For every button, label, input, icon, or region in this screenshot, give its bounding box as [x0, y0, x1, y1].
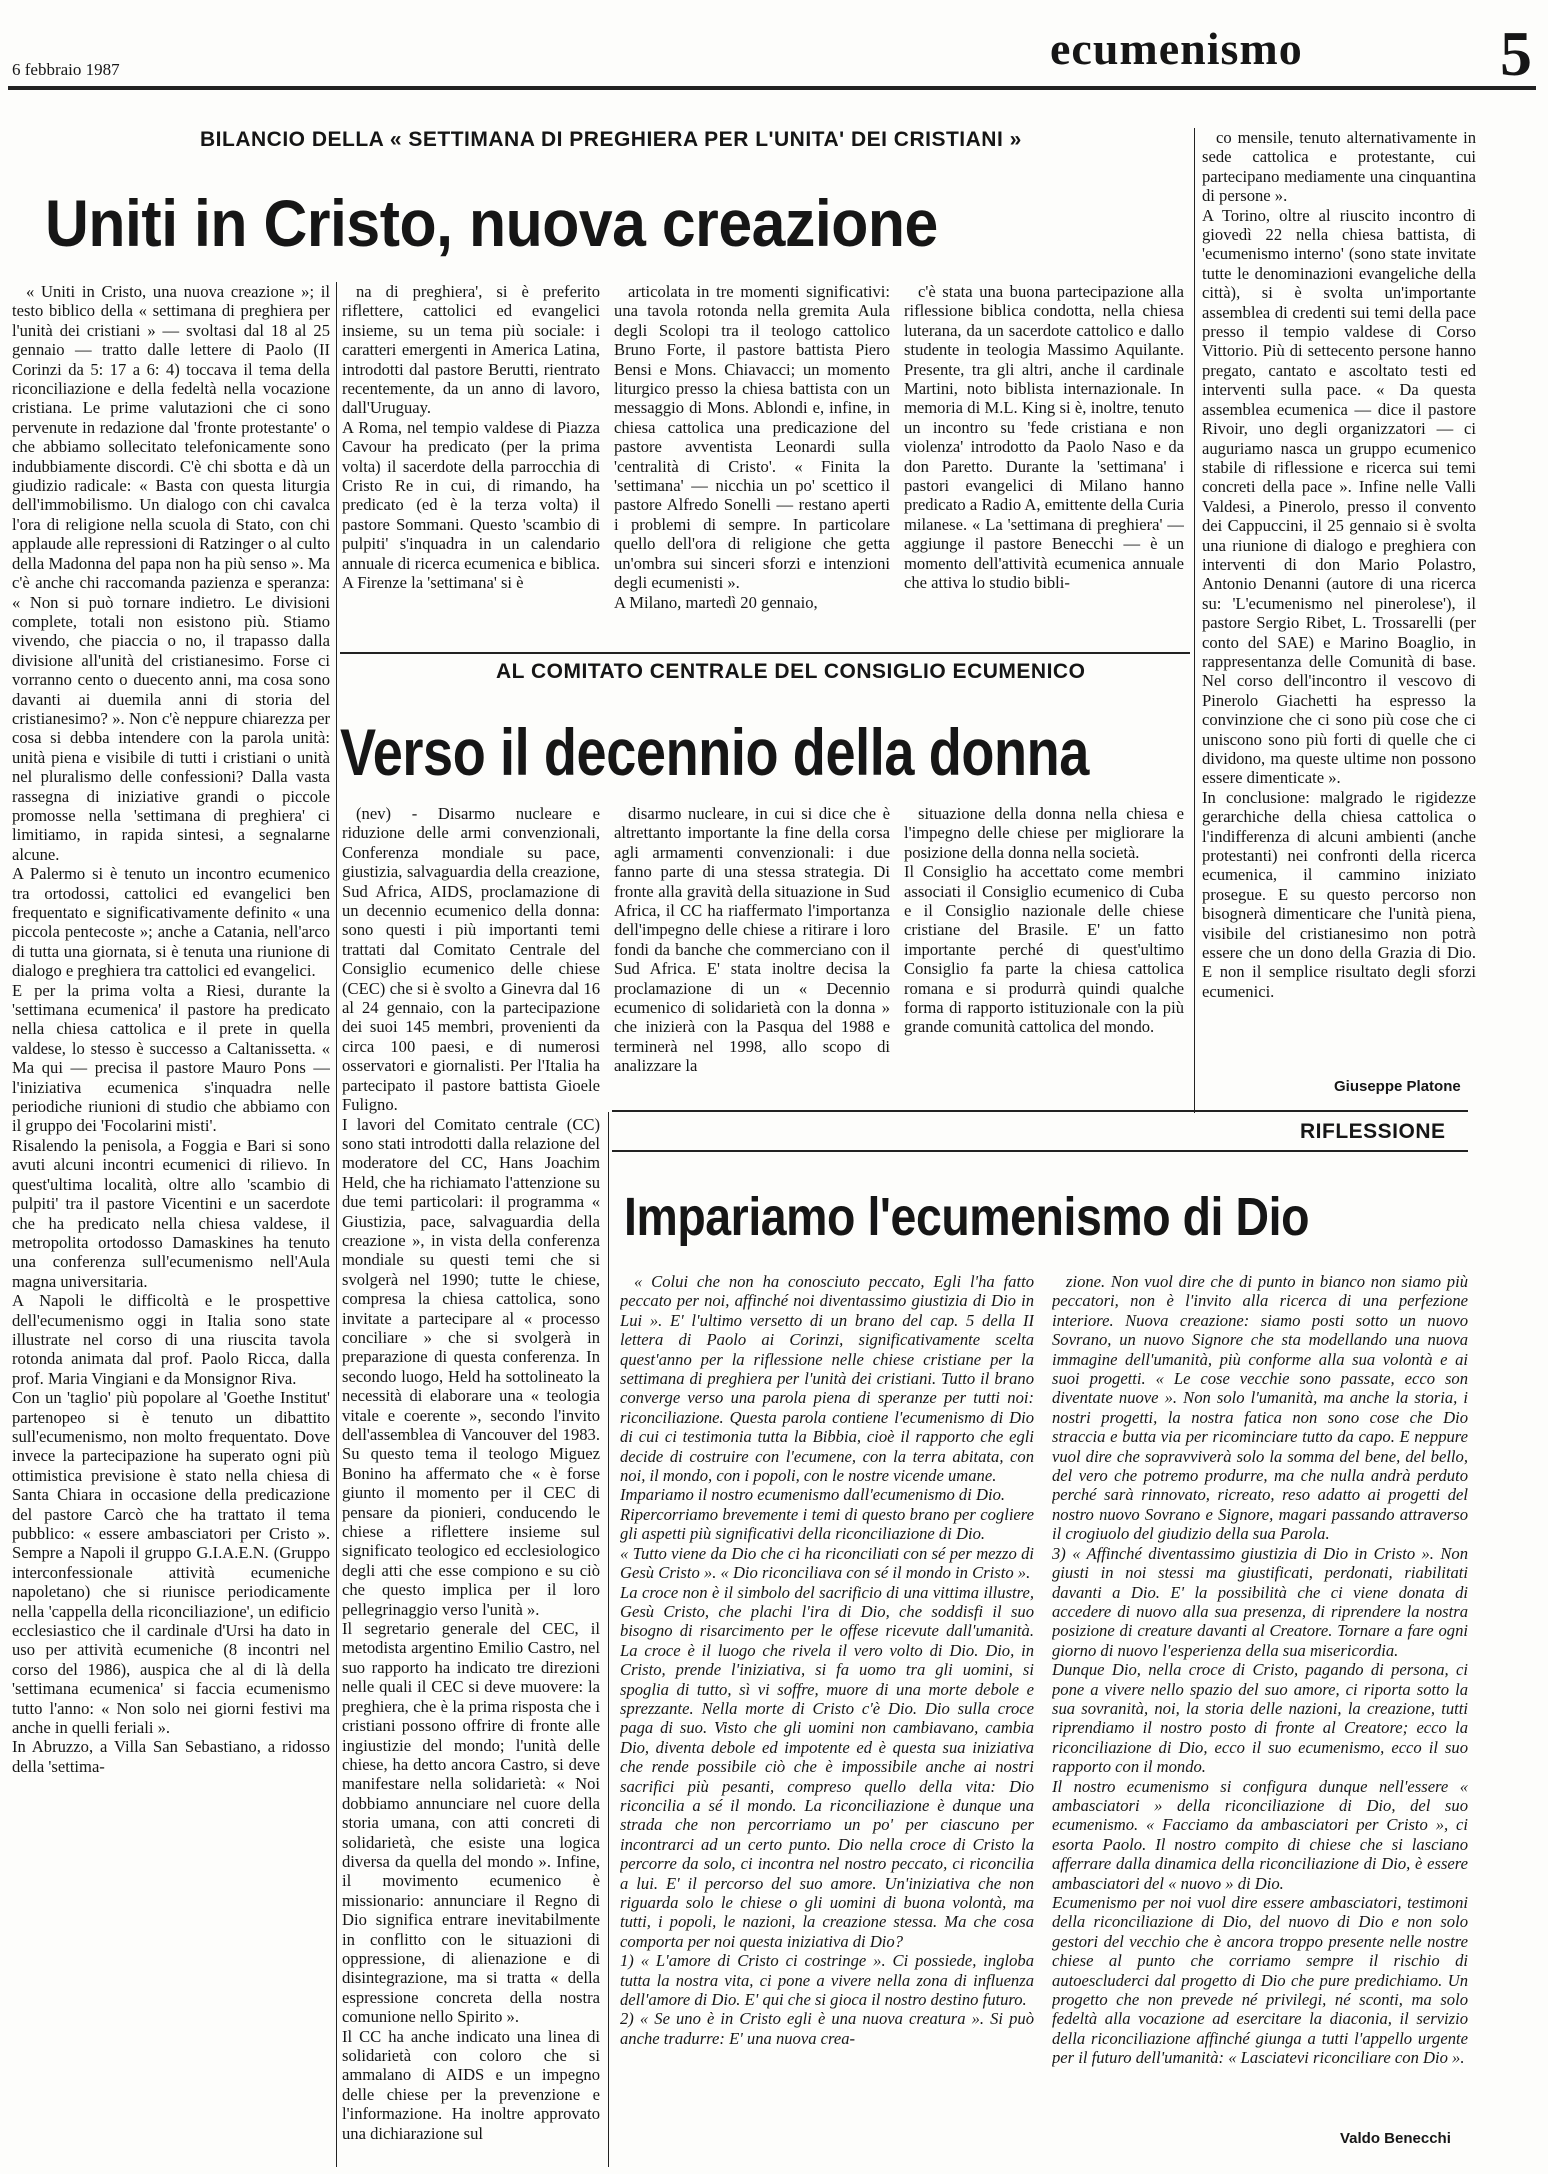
article3-kicker: RIFLESSIONE — [1300, 1120, 1446, 1143]
article2-column-2 — [614, 804, 890, 1100]
article1-column-3 — [614, 282, 890, 677]
article2-column-2-text: disarmo nucleare, in cui si dice che è altrettanto importante la fine della corsa agli armamenti convenzionali: i due fanno parte di una stessa strategia. Di fronte alla gravità della situazione in Sud Africa, il CC ha riaffermato l'importanza dell'impegno delle chiese a ritirare i loro fondi da banche che commerciano con il Sud Africa. E' stata inoltre decisa la proclamazione di un « Decennio ecumenico di solidarietà con la donna » che inizierà con la Pasqua del 1988 e terminerà nel 1998, allo scopo di analizzare la — [614, 804, 890, 1076]
article1-column-4-text: c'è stata una buona partecipazione alla riflessione biblica condotta, nella chiesa luterana, da un sacerdote cattolico e dallo studente in teologia Massimo Aquilante. Presente, tra gli altri, anche il cardinale Martini, noto biblista internazionale. In memoria di M.L. King si è, inoltre, tenuto un incontro su 'fede cristiana e non violenza' introdotto da Paolo Naso e da don Paretto. Durante la 'settimana' i pastori evangelici di Milano hanno predicato a Radio A, emittente della Curia milanese. « La 'settimana di preghiera' — aggiunge il pastore Benecchi — è un momento dell'attività ecumenica annuale che attiva lo studio bibli- — [904, 282, 1184, 593]
article2-column-3-text: situazione della donna nella chiesa e l'impegno delle chiese per migliorare la posizione della donna nella società. Il Consiglio ha accettato come membri associati il Consiglio ecumenico di Cuba e il Consiglio nazionale delle chiese cristiane del Brasile. E' un fatto importante perché di quest'ultimo Consiglio fa parte la chiesa cattolica romana e si produrrà quindi qualche forma di rapporto istituzionale con la più grande comunità cattolica del mondo. — [904, 804, 1184, 1037]
article3-column-1-text: « Colui che non ha conosciuto peccato, Egli l'ha fatto peccato per noi, affinché noi diventassimo giustizia di Dio in Lui ». E' l'ultimo versetto di un brano del cap. 5 della II lettera di Paolo ai Corinzi, significativamente scelta quest'anno per la riflessione nelle chiese cristiane per la settimana di preghiera per l'unità dei cristiani. Tutto il brano converge verso una parola piena di speranze per tutti noi: riconciliazione. Questa parola contiene l'ecumenismo di Dio di cui ci testimonia tutta la Bibbia, cioè il rapporto che egli decide di costruire con l'ecumene, con la terra abitata, con noi, il mondo, con i popoli, con le nostre vicende umane. Impariamo il nostro ecumenismo dall'ecumenismo di Dio. Ripercorriamo brevemente i temi di questo brano per cogliere gli aspetti più significativi della riconciliazione di Dio. « Tutto viene da Dio che ci ha riconciliati con sé per mezzo di Gesù Cristo ». « Dio riconciliava con sé il mondo in Cristo ». La croce non è il simbolo del sacrificio di una vittima illustre, Gesù Cristo, che plachi l'ira di Dio, che soddisfi il suo bisogno di risarcimento per le offese ricevute dall'umanità. La croce è il luogo che rivela il vero volto di Dio. Dio, in Cristo, prende l'iniziativa, si fa uomo tra gli uomini, si spoglia di tutto, sì vi soffre, muore di una morte debole e sprezzante. Nella morte di Cristo c'è Dio. Dio sulla croce paga di suo. Visto che gli uomini non cambiavano, cambia Dio, diventa debole ed impotente ed è questa sua iniziativa che rende possibile ciò che è impossibile anche ai nostri sacrifici più pesanti, compreso quello della vita: Dio riconcilia a sé il mondo. La riconciliazione è dunque una strada che non percorriamo un po' per ciascuno per incontrarci ad un certo punto. Dio nella croce di Cristo la percorre da solo, ci incontra nel nostro peccato, ci riconcilia a lui. E' il percorso del suo amore. Un'iniziativa che non riguarda solo le chiese o gli uomini di buona volontà, ma tutti, i popoli, le nazioni, la creazione stessa. Ma che cosa comporta per noi questa iniziativa di Dio? 1) « L'amore di Cristo ci costringe ». Ci possiede, ingloba tutta la nostra vita, ci pone a vivere nella zona di influenza dell'amore di Dio. E' qui che si gioca il nostro destino futuro. 2) « Se uno è in Cristo egli è una nuova creatura ». Si può anche tradurre: E' una nuova crea- — [620, 1272, 1034, 2048]
article3-signature: Valdo Benecchi — [1340, 2130, 1451, 2147]
article2-kicker: AL COMITATO CENTRALE DEL CONSIGLIO ECUMENICO — [496, 660, 1086, 683]
article3-column-1 — [620, 1272, 1034, 2142]
article3-column-2 — [1052, 1272, 1468, 2120]
article1-column-3-text: articolata in tre momenti significativi: una tavola rotonda nella gremita Aula degli Scolopi tra il teologo cattolico Bruno Forte, il pastore battista Piero Bensi e Mons. Chiavacci; un momento liturgico presso la chiesa battista con un messaggio di Mons. Ablondi e, infine, in chiesa cattolica una predicazione del pastore avventista Leonardi sulla 'centralità di Cristo'. « Finita la 'settimana' — nicchia un po' scettico il pastore Alfredo Sonelli — restano aperti i problemi di sempre. In particolare quello dell'ora di religione che getta un'ombra sui sinceri sforzi e intenzioni degli ecumenisti ». A Milano, martedì 20 gennaio, — [614, 282, 890, 612]
masthead-rule — [8, 86, 1536, 90]
article2-top-rule — [340, 652, 1190, 654]
article1-column-1-text: « Uniti in Cristo, una nuova creazione »; il testo biblico della « settimana di preghiera per l'unità dei cristiani » — svoltasi dal 18 al 25 gennaio — tratto dalle lettere di Paolo (II Corinzi da 5: 17 a 6: 4) toccava il tema della riconciliazione e della fedeltà nella vocazione cristiana. Le prime valutazioni che ci sono pervenute in redazione dal 'fronte protestante' o che abbiamo sollecitato telefonicamente sono indubbiamente discordi. C'è chi sbotta e dà un giudizio radicale: « Basta con questa liturgia dell'immobilismo. Un dialogo con chi cavalca l'ora di religione nella scuola di Stato, con chi applaude alle repressioni di Ratzinger o al culto della Madonna del papa non ha più senso ». Ma c'è anche chi raccomanda pazienza e speranza: « Non si può tornare indietro. Le divisioni complete, totali non esistono più. Stiamo vivendo, che piaccia o no, il trapasso dalla divisione all'unità del cristianesimo. Forse ci vorranno cento o duecento anni, ma cosa sono davanti ai duemila anni di storia del cristianesimo? ». Non c'è neppure chiarezza per cosa si debba intendere con la parola unità: unità piena e visibile di tutti i cristiani o unità nel pluralismo delle confessioni? Dalla vasta rassegna di iniziative grandi o piccole promosse nella 'settimana di preghiera' ci limitiamo, in rapida sintesi, a segnalarne alcune. A Palermo si è tenuto un incontro ecumenico tra ortodossi, cattolici ed evangelici ben frequentato e significativamente definito « una piccola pentecoste »; anche a Catania, nell'arco di tutta una giornata, si è tenuta una riunione di dialogo e preghiera tra cattolici ed evangelici. E per la prima volta a Riesi, durante la 'settimana ecumenica' il pastore ha predicato nella chiesa cattolica e il prete in quella valdese, lo stesso è successo a Caltanissetta. « Ma qui — precisa il pastore Mauro Pons — l'iniziativa ecumenica s'inquadra nelle periodiche riunioni di studio che abbiamo con il gruppo dei 'Focolarini misti'. Risalendo la penisola, a Foggia e Bari si sono avuti alcuni incontri ecumenici di rilievo. In quest'ultima località, oltre allo 'scambio di pulpiti' tra il pastore Vicentini e un sacerdote che ha predicato nella chiesa valdese, il metropolita ortodosso Damaskines ha tenuto una conferenza sull'ecumenismo nell'Aula magna universitaria. A Napoli le difficoltà e le prospettive dell'ecumenismo oggi in Italia sono state illustrate nel corso di una riuscita tavola rotonda animata dal prof. Paolo Ricca, dalla prof. Maria Vingiani e da Monsignor Riva. Con un 'taglio' più popolare al 'Goethe Institut' partenopeo si è tenuto un dibattito sull'ecumenismo, non molto frequentato. Dove invece la partecipazione ha superato ogni più ottimistica previsione è stato nella chiesa di Santa Chiara in occasione della predicazione del pastore Carcò che ha trattato il tema pubblico: « essere ambasciatori per Cristo ». Sempre a Napoli il gruppo G.I.A.E.N. (Gruppo interconfessionale attività ecumeniche napoletano) che si riunisce periodicamente nella 'cappella della riconciliazione', un edificio ecclesiastico che il cardinale d'Ursi ha dato in uso per attività ecumeniche (8 incontri nel corso del 1986), auspica che al di là della 'settimana ecumenica' si faccia ecumenismo tutto l'anno: « Non solo nei giorni festivi ma anche in quelli feriali ». In Abruzzo, a Villa San Sebastiano, a ridosso della 'settima- — [12, 282, 330, 1776]
column-divider — [336, 282, 337, 2167]
page-number: 5 — [1500, 18, 1532, 89]
article2-column-1 — [342, 804, 600, 2160]
article1-kicker: BILANCIO DELLA « SETTIMANA DI PREGHIERA PER L'UNITA' DEI CRISTIANI » — [200, 128, 1022, 151]
article2-column-1-text: (nev) - Disarmo nucleare e riduzione delle armi convenzionali, Conferenza mondiale su pace, giustizia, salvaguardia della creazione, Sud Africa, AIDS, proclamazione di un decennio ecumenico della donna: sono questi i più importanti temi trattati dal Comitato Centrale del Consiglio ecumenico delle chiese (CEC) che si è svolto a Ginevra dal 16 al 24 gennaio, con la partecipazione dei suoi 145 membri, provenienti da circa 100 paesi, e di numerosi osservatori e giornalisti. Per l'Italia ha partecipato il pastore battista Gioele Fuligno. I lavori del Comitato centrale (CC) sono stati introdotti dalla relazione del moderatore del CC, Hans Joachim Held, che ha richiamato l'attenzione su due temi particolari: il programma « Giustizia, pace, salvaguardia della creazione », in vista della conferenza mondiale su questi temi che si svolgerà nel 1990; tutte le chiese, compresa la chiesa cattolica, sono invitate a partecipare al « processo conciliare » che si svolgerà in preparazione di questa conferenza. In secondo luogo, Held ha sottolineato la necessità di elaborare una « teologia vitale e coerente », secondo l'invito dell'assemblea di Vancouver del 1983. Su questo tema il teologo Miguez Bonino ha affermato che « è forse giunto il momento per il CEC di pensare da pionieri, conducendo le chiese a riflettere insieme sul significato teologico ed ecclesiologico degli atti che esse compiono e su ciò che questo implica per il loro pellegrinaggio verso l'unità ». Il segretario generale del CEC, il metodista argentino Emilio Castro, nel suo rapporto ha indicato tre direzioni nelle quali il CEC si deve muovere: la preghiera, che è la prima risposta che i cristiani possono offrire di fronte alle ingiustizie del mondo; l'unità delle chiese, ha detto ancora Castro, si deve manifestare nella solidarietà: « Noi dobbiamo annunciare nel cuore della storia umana, con atti concreti di solidarietà, che esiste una logica diversa da quella del mondo ». Infine, il movimento ecumenico è missionario: annunciare il Regno di Dio significa entrare inevitabilmente in conflitto con le situazioni di oppressione, di alienazione e di disintegrazione, ma si tratta « della espressione concreta della nostra comunione nello Spirito ». Il CC ha anche indicato una linea di solidarietà con coloro che si ammalano di AIDS e un impegno delle chiese per la prevenzione e l'informazione. Ha inoltre approvato una dichiarazione sul — [342, 804, 600, 2143]
article1-column-2-text: na di preghiera', si è preferito riflettere, cattolici ed evangelici insieme, su un tema più sociale: i caratteri emergenti in America Latina, introdotti dal pastore Berutti, rientrato recentemente, da un anno di lavoro, dall'Uruguay. A Roma, nel tempio valdese di Piazza Cavour ha predicato (per la prima volta) il sacerdote della parrocchia di Cristo Re in cui, di rimando, ha predicato (ed è la terza volta) il pastore Sommani. Questo 'scambio di pulpiti' s'inquadra in un calendario annuale di ricerca ecumenica e biblica. A Firenze la 'settimana' si è — [342, 282, 600, 593]
article1-column-1 — [12, 282, 330, 2167]
article3-headline: Impariamo l'ecumenismo di Dio — [624, 1187, 1310, 1247]
section-title: ecumenismo — [1050, 23, 1303, 74]
article1-column-5-text: co mensile, tenuto alternativamente in sede cattolica e protestante, cui partecipano mediamente una cinquantina di persone ». A Torino, oltre al riuscito incontro di giovedì 22 nella chiesa battista, di 'ecumenismo interno' (sono state invitate tutte le denominazioni evangeliche della città), si è svolta un'importante assemblea di credenti sui temi della pace presso il tempio valdese di Corso Vittorio. Più di settecento persone hanno pregato, cantato e ascoltato testi ed interventi sulla pace. « Da questa assemblea ecumenica — dice il pastore Rivoir, uno degli organizzatori — ci auguriamo nasca un gruppo ecumenico stabile di riflessione e ricerca sui temi concreti della pace ». Infine nelle Valli Valdesi, a Pinerolo, presso il convento dei Cappuccini, il 25 gennaio si è svolta una riunione di dialogo e preghiera con interventi di don Mario Polastro, Antonio Denanni (autore di una ricerca su: 'L'ecumenismo nel pinerolese'), il pastore Sergio Ribet, L. Trossarelli (per conto del SAE) e Marino Boaglio, in rappresentanza delle Comunità di base. Nel corso dell'incontro il vescovo di Pinerolo Giachetti ha espresso la convinzione che ci sono più cose che ci uniscono sono più forti di quelle che ci dividono, ma queste ultime non possono essere dimenticate ». In conclusione: malgrado le rigidezze gerarchiche della chiesa cattolica o l'indifferenza di alcuni ambienti (anche protestanti) nei confronti della ricerca ecumenica, il cammino iniziato prosegue. E su questo percorso non bisognerà dimenticare che l'unità piena, visibile del cristianesimo non potrà essere che un dono della Grazia di Dio. E non il semplice risultato degli sforzi ecumenici. — [1202, 128, 1476, 1001]
article1-column-5 — [1202, 128, 1476, 1068]
column-divider — [1194, 128, 1195, 1113]
article1-headline: Uniti in Cristo, nuova creazione — [45, 186, 938, 260]
article3-column-2-text: zione. Non vuol dire che di punto in bianco non siamo più peccatori, non è l'invito alla ricerca di una perfezione interiore. Nuova creazione: siamo posti sotto un nuovo Sovrano, un nuovo Signore che sta modellando una nuova immagine dell'umanità, più conforme alla sua volontà e ai suoi progetti. « Le cose vecchie sono passate, ecco son diventate nuove ». Non solo l'umanità, ma anche la storia, i nostri progetti, la nostra fatica non sono cose che Dio straccia e butta via per ricominciare tutto da capo. E neppure vuol dire che sopravviverà solo la somma del bene, del bello, del vero che potremo produrre, ma che nulla andrà perduto perché sarà rinnovato, ricreato, reso adatto ai progetti del nostro nuovo Sovrano e Signore, magari passando attraverso il crogiuolo del giudizio della sua Parola. 3) « Affinché diventassimo giustizia di Dio in Cristo ». Non giusti in noi stessi ma giustificati, perdonati, riabilitati davanti a Dio. E' la possibilità che ci viene donata di accedere di nuovo alla sua presenza, di riprendere la nostra posizione di creature davanti al Creatore. Tornare a fare ogni giorno di nuovo l'esperienza della sua misericordia. Dunque Dio, nella croce di Cristo, pagando di persona, ci pone a vivere nello spazio del suo amore, ci riporta sotto la sua sovranità, noi, la storia delle nazioni, la creazione, tutti riprendiamo il nostro posto di fronte al Creatore; ecco la riconciliazione di Dio, ecco il suo ecumenismo, ecco il suo rapporto con il mondo. Il nostro ecumenismo si configura dunque nell'essere « ambasciatori » della riconciliazione di Dio, del suo ecumenismo. « Facciamo da ambasciatori per Cristo », ci esorta Paolo. Il nostro compito di chiese che si lasciano afferrare dalla dinamica della riconciliazione di Dio, è essere ambasciatori del « nuovo » di Dio. Ecumenismo per noi vuol dire essere ambasciatori, testimoni della riconciliazione di Dio, del nuovo di Dio e non solo gestori del vecchio che è ancora troppo presente nelle nostre chiese al punto che corriamo sempre il rischio di autoescluderci dal progetto di Dio che pure predichiamo. Un progetto che non prevede né privilegi, né sconti, ma solo fedeltà alla vocazione ad esercitare la diaconia, il servizio della riconciliazione affinché giunga a tutti l'appello urgente per il futuro dell'umanità: « Lasciatevi riconciliare con Dio ». — [1052, 1272, 1468, 2068]
article1-column-4 — [904, 282, 1184, 677]
issue-date: 6 febbraio 1987 — [12, 60, 120, 79]
article1-signature: Giuseppe Platone — [1334, 1078, 1461, 1095]
article1-column-2 — [342, 282, 600, 677]
column-divider — [608, 1112, 609, 2167]
article3-top-rule — [612, 1110, 1468, 1112]
article3-kicker-rule — [612, 1150, 1468, 1152]
article2-headline: Verso il decennio della donna — [340, 715, 1089, 789]
article2-column-3 — [904, 804, 1184, 1100]
